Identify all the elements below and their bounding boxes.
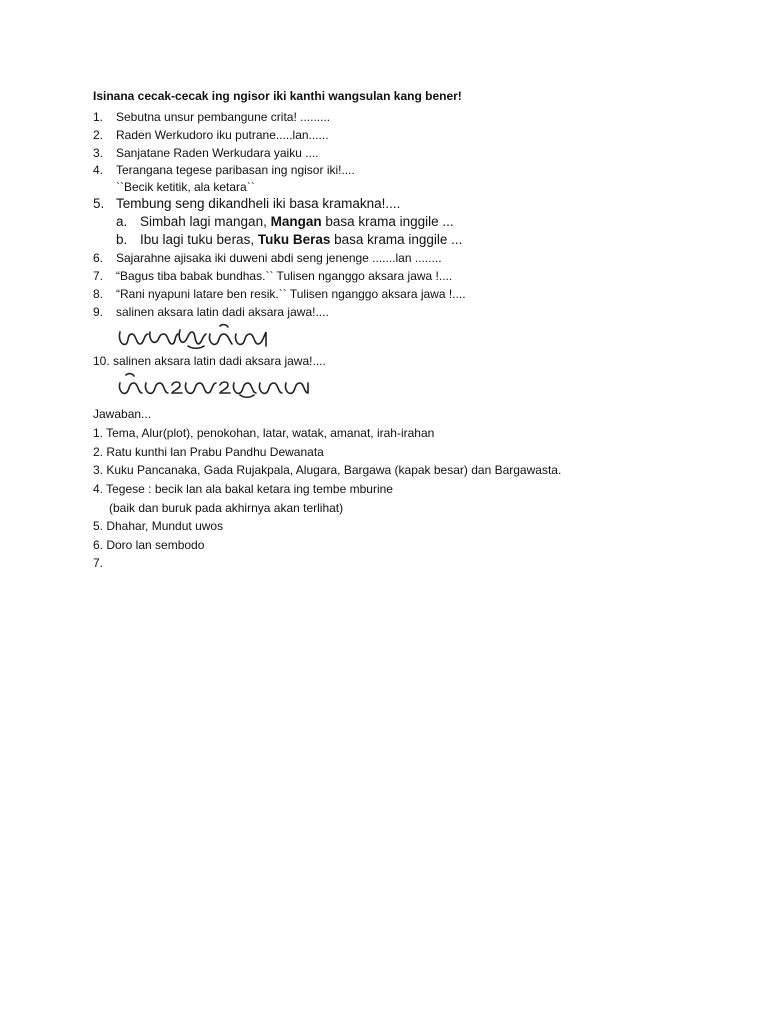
question-text: salinen aksara latin dadi aksara jawa!.... bbox=[116, 305, 329, 319]
question-number: 6. bbox=[93, 251, 104, 265]
answer-6: 6. Doro lan sembodo bbox=[93, 538, 205, 552]
question-5 bbox=[93, 196, 400, 212]
sub-label: a. bbox=[116, 214, 128, 229]
question-number: 7. bbox=[93, 269, 104, 283]
question-number: 2. bbox=[93, 128, 104, 142]
answer-5: 5. Dhahar, Mundut uwos bbox=[93, 519, 224, 533]
question-text: Tembung seng dikandheli iki basa kramakna!.... bbox=[116, 196, 401, 211]
answer-2: 2. Ratu kunthi lan Prabu Pandhu Dewanata bbox=[93, 445, 324, 459]
proverb-quote: ``Becik ketitik, ala ketara`` bbox=[116, 180, 255, 194]
question-number: 9. bbox=[93, 305, 104, 319]
question-4 bbox=[93, 162, 355, 178]
question-5a bbox=[116, 214, 454, 230]
question-number: 8. bbox=[93, 287, 104, 301]
question-10 bbox=[93, 353, 326, 369]
question-text: Sanjatane Raden Werkudara yaiku .... bbox=[116, 146, 319, 160]
question-8 bbox=[93, 286, 466, 302]
question-text: salinen aksara latin dadi aksara jawa!.... bbox=[113, 354, 326, 368]
question-5b bbox=[116, 232, 462, 248]
question-3 bbox=[93, 145, 319, 161]
question-number: 4. bbox=[93, 163, 104, 177]
instruction-heading: Isinana cecak-cecak ing ngisor iki kanthi wangsulan kang bener! bbox=[93, 89, 462, 103]
question-9 bbox=[93, 304, 329, 320]
sub-text-pre: Ibu lagi tuku beras, bbox=[140, 232, 258, 247]
answer-3: 3. Kuku Pancanaka, Gada Rujakpala, Alugara, Bargawa (kapak besar) dan Bargawasta. bbox=[93, 463, 562, 477]
javanese-script-image-2 bbox=[116, 371, 316, 401]
answer-4: 4. Tegese : becik lan ala bakal ketara ing tembe mburine bbox=[93, 482, 393, 496]
question-number: 10. bbox=[93, 354, 110, 368]
question-number: 3. bbox=[93, 146, 104, 160]
sub-text-post: basa krama inggile ... bbox=[330, 232, 463, 247]
answer-1: 1. Tema, Alur(plot), penokohan, latar, watak, amanat, irah-irahan bbox=[93, 426, 435, 440]
sub-text-post: basa krama inggile ... bbox=[321, 214, 454, 229]
question-text: Sebutna unsur pembangune crita! ......... bbox=[116, 110, 331, 124]
answers-heading: Jawaban... bbox=[93, 407, 152, 421]
question-text: “Bagus tiba babak bundhas.`` Tulisen nganggo aksara jawa !.... bbox=[116, 269, 453, 283]
question-text: Terangana tegese paribasan ing ngisor iki!.... bbox=[116, 163, 355, 177]
question-text: “Rani nyapuni latare ben resik.`` Tulisen nganggo aksara jawa !.... bbox=[116, 287, 466, 301]
question-number: 1. bbox=[93, 110, 104, 124]
question-7 bbox=[93, 268, 452, 284]
question-number: 5. bbox=[93, 196, 105, 211]
sub-text-pre: Simbah lagi mangan, bbox=[140, 214, 271, 229]
answer-4-translation: (baik dan buruk pada akhirnya akan terlihat) bbox=[109, 501, 344, 515]
javanese-script-image-1 bbox=[116, 322, 276, 352]
question-2 bbox=[93, 127, 329, 143]
sub-text-bold: Mangan bbox=[270, 214, 322, 229]
sub-text-bold: Tuku Beras bbox=[257, 232, 331, 247]
question-text: Sajarahne ajisaka iki duweni abdi seng jenenge .......lan ........ bbox=[116, 251, 442, 265]
answer-7: 7. bbox=[93, 556, 104, 570]
question-6 bbox=[93, 250, 442, 266]
question-text: Raden Werkudoro iku putrane.....lan...... bbox=[116, 128, 329, 142]
question-1 bbox=[93, 109, 330, 125]
sub-label: b. bbox=[116, 232, 128, 247]
